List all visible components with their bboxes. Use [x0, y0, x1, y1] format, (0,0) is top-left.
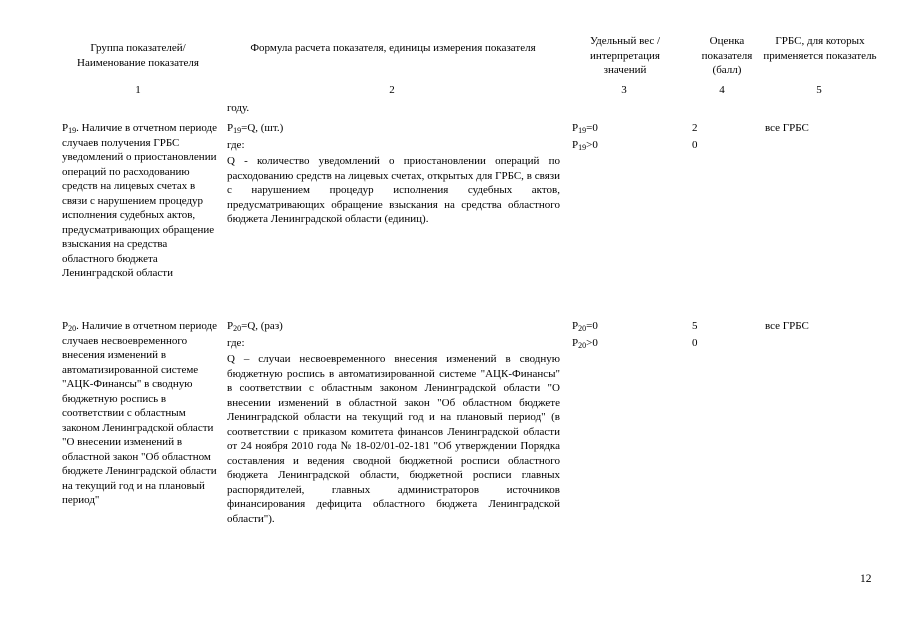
row-p19-where: где:: [227, 138, 245, 151]
row-p20-sub: 20: [68, 324, 77, 333]
row-p20-name-text: . Наличие в отчетном периоде случаев несвоевременного внесения изменений в автоматизированной системе "АЦК-Финансы" в сводную бюджетную роспись в соответствии с областным законом Ленинградской области "О внесении изменений в областной закон "Об областном бюджете Ленинградской области на текущий год и на плановый период": [62, 320, 218, 506]
header-col5: ГРБС, для которых применяется показатель: [763, 35, 877, 62]
header-col1: Группа показателей/ Наименование показателя: [77, 42, 199, 69]
row-p19-formula-line: $P_{19}=Q$, (шт.): [227, 122, 284, 135]
row-p20-int1: $P_{20}=0$: [572, 320, 598, 333]
header-num4: 4: [719, 84, 725, 96]
row-p19-score2: 0: [692, 138, 698, 151]
row-p19-sub: 19: [68, 126, 77, 135]
header-col4: Оценка показателя (балл): [701, 35, 753, 76]
row-p19-score1: 2: [692, 122, 698, 134]
row-p20-desc: Q – случаи несвоевременного внесения изменений в сводную бюджетную роспись в автоматизированной системе "АЦК-Финансы" в соответствии с областным законом Ленинградской области "О внесении изменений в областной закон "Об областном бюджете Ленинградской области на текущий год и на плановый период" (в соответствии с приказом комитета финансов Ленинградской области от 24 ноября 2010 года № 18-02/01-02-181 "Об утверждении Порядка составления и ведения сводной бюджетной росписи областного бюджета Ленинградской области, бюджетной росписи главных распорядителей, главных администраторов источников финансирования дефицита областного бюджета Ленинградской области").: [227, 353, 560, 525]
row-p19-interpretation: [572, 121, 672, 152]
row-p19-name-text: . Наличие в отчетном периоде случаев получения ГРБС уведомлений о приостановлении операций по расходованию средств на лицевых счетах в связи с нарушением процедур исполнения судебных актов, предусматривающих обращение взыскания на средства областного бюджета Ленинградской области: [62, 122, 218, 279]
header-col3: Удельный вес / интерпретация значений: [589, 35, 661, 76]
header-num3: 3: [621, 84, 627, 96]
page-number: 12: [860, 573, 872, 585]
row-p19-int2: $P_{19}>0$: [572, 138, 598, 152]
header-num1: 1: [135, 84, 141, 96]
header-num2: 2: [389, 84, 395, 96]
row-p20-score1: 5: [692, 320, 698, 332]
row-p20-name: [62, 319, 217, 508]
row-p19-grbs: все ГРБС: [765, 122, 809, 134]
row-p19-desc: Q - количество уведомлений о приостановлении операций по расходованию средств на лицевых счетах, открытых для ГРБС, в связи с нарушением процедур исполнения судебных актов, предусматривающих обращение взыскания на средства областного бюджета Ленинградской области (единиц).: [227, 155, 560, 225]
row-p20-int2: $P_{20}>0$: [572, 336, 598, 350]
row-p20-score: [692, 319, 722, 350]
row-p19-prefix: P: [62, 122, 69, 134]
row-p20-prefix: P: [62, 320, 69, 332]
header-col2: Формула расчета показателя, единицы измерения показателя: [250, 42, 536, 54]
row-p19-formula: [227, 121, 560, 227]
row-p19-int1: $P_{19}=0$: [572, 122, 598, 135]
header-num5: 5: [816, 84, 822, 96]
row-p20-formula-line: $P_{20}=Q$, (раз): [227, 320, 283, 333]
row-p19-score: [692, 121, 722, 152]
row-p19-name: [62, 121, 217, 281]
row-p20-grbs: все ГРБС: [765, 320, 809, 332]
continuation-text: году.: [227, 102, 250, 114]
row-p20-formula: [227, 319, 560, 526]
row-p20-interpretation: [572, 319, 672, 350]
row-p20-where: где:: [227, 336, 245, 349]
row-p20-score2: 0: [692, 336, 698, 349]
